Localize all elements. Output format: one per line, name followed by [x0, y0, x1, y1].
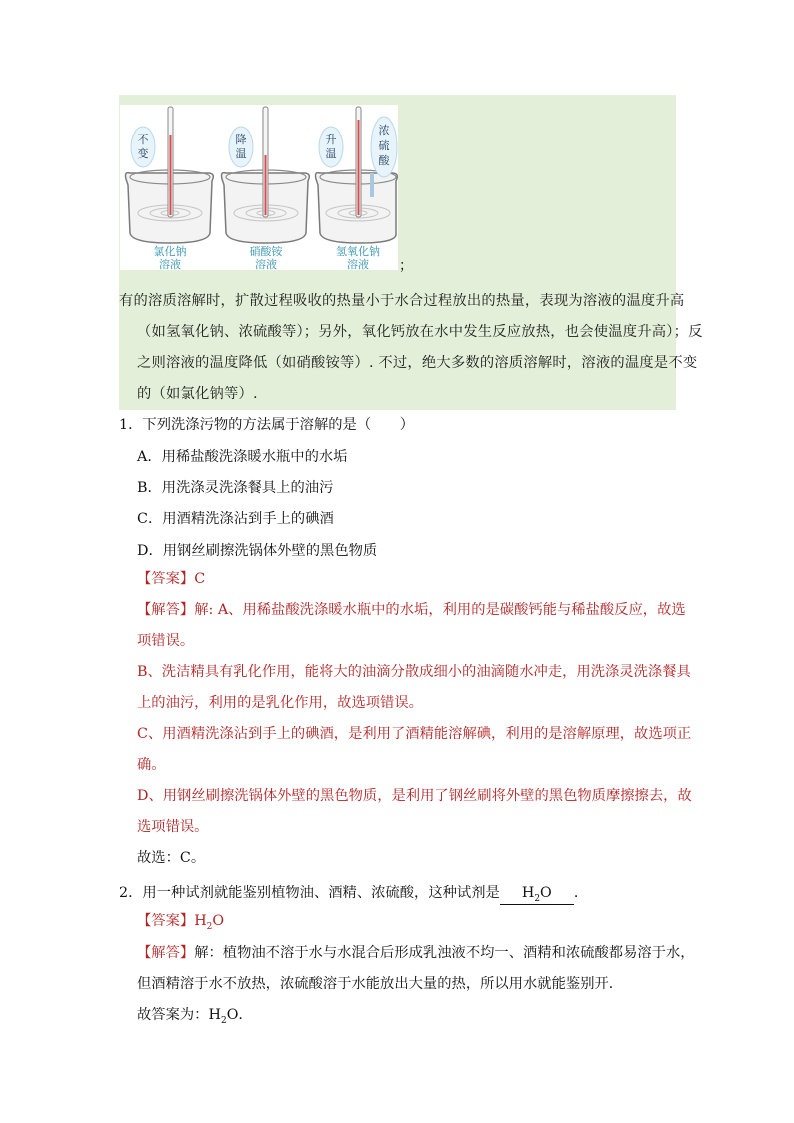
formula-sub: 2: [534, 893, 541, 904]
knowledge-line: 有的溶质溶解时，扩散过程吸收的热量小于水合过程放出的热量，表现为溶液的温度升高: [119, 293, 685, 309]
analysis-line: D、用钢丝刷擦洗锅体外壁的黑色物质，是利用了钢丝刷将外壁的黑色物质摩擦擦去，故: [137, 788, 692, 804]
q1-answer: [137, 564, 205, 595]
analysis-line: 但酒精溶于水不放热，浓硫酸溶于水能放出大量的热，所以用水就能鉴别开．: [137, 976, 624, 992]
bubble-text: 不: [137, 133, 149, 146]
formula-part: H: [194, 913, 207, 929]
question-2-stem: [119, 882, 588, 905]
formula-part: O．: [226, 1007, 253, 1023]
beaker-nacl: [126, 107, 214, 243]
analysis-line: B、洗洁精具有乳化作用，能将大的油滴分散成细小的油滴随水冲走，用洗涤灵洗涤餐具: [137, 664, 691, 680]
bubble-text: 温: [325, 147, 337, 160]
analysis-line: 解: A、用稀盐酸洗涤暖水瓶中的水垢，利用的是碳酸钙能与稀盐酸反应，故选: [194, 602, 686, 618]
analysis-tag: 【解答】: [137, 945, 195, 961]
beaker-label: 氯化钠: [153, 245, 187, 258]
q2-analysis: [137, 938, 695, 1037]
figure-trailing-mark: ；: [399, 258, 413, 274]
bubble-text: 变: [137, 147, 149, 160]
beaker-label: 硝酸铵: [249, 245, 283, 258]
formula-sub: 2: [220, 1015, 227, 1026]
bubble-text: 降: [235, 133, 247, 146]
formula-part: O: [212, 913, 225, 929]
q2-blank-answer: [500, 885, 574, 905]
q2-stem-end: ．: [573, 885, 589, 901]
bubble-text: 升: [325, 133, 337, 146]
knowledge-line: 的（如氯化钠等）.: [137, 386, 258, 402]
bubble-text: 硫: [378, 139, 390, 152]
q1-option-b: B．用洗涤灵洗涤餐具上的油污: [137, 480, 334, 496]
formula-part: H: [208, 1007, 221, 1023]
q1-option-d: D．用钢丝刷擦洗锅体外壁的黑色物质: [137, 543, 378, 559]
analysis-line: 确。: [137, 757, 166, 773]
beakers-illustration: [120, 105, 398, 270]
bubble-text: 酸: [378, 154, 390, 167]
knowledge-line: 之则溶液的温度降低（如硝酸铵等）. 不过，绝大多数的溶质溶解时，溶液的温度是不变: [137, 355, 698, 371]
analysis-line: 上的油污，利用的是乳化作用，故选项错误。: [137, 695, 423, 711]
answer-tag: 【答案】: [137, 913, 195, 929]
analysis-line: C、用酒精洗涤沾到手上的碘酒，是利用了酒精能溶解碘，利用的是溶解原理，故选项正: [137, 726, 692, 742]
q2-conclusion: [137, 1000, 695, 1037]
q1-option-c: C．用酒精洗涤沾到手上的碘酒: [137, 511, 334, 527]
analysis-line: 项错误。: [137, 633, 195, 649]
analysis-tag: 【解答】: [137, 602, 195, 618]
q1-analysis: [137, 595, 692, 874]
question-1-stem: 1．下列洗涤污物的方法属于溶解的是（ ）: [119, 417, 415, 433]
dissolution-temperature-figure: [120, 105, 398, 270]
formula-part: H: [521, 885, 535, 901]
beaker-label: 溶液: [347, 258, 369, 270]
q2-stem-text: 2．用一种试剂就能鉴别植物油、酒精、浓硫酸，这种试剂是: [119, 885, 500, 901]
knowledge-line: （如氢氧化钠、浓硫酸等）；另外，氧化钙放在水中发生反应放热，也会使温度升高）；反: [137, 324, 703, 340]
beaker-nh4no3: [222, 107, 310, 243]
answer-tag: 【答案】: [137, 571, 195, 587]
knowledge-text: [119, 286, 703, 410]
q1-conclusion: 故选：C。: [137, 850, 206, 866]
q1-option-a: A．用稀盐酸洗涤暖水瓶中的水垢: [137, 449, 348, 465]
beaker-label: 溶液: [255, 258, 277, 270]
answer-value: [194, 913, 225, 932]
answer-value: C: [194, 571, 206, 587]
beaker-label: 氢氧化钠: [336, 245, 380, 258]
beaker-label: 溶液: [159, 258, 181, 270]
conclusion-prefix: 故答案为：: [137, 1007, 209, 1023]
formula-sub: 2: [206, 921, 213, 932]
analysis-line: 解：植物油不溶于水与水混合后形成乳浊液不均一、酒精和浓硫酸都易溶于水，: [194, 945, 695, 961]
bubble-text: 浓: [378, 124, 390, 137]
analysis-line: 选项错误。: [137, 819, 209, 835]
formula-part: O: [540, 885, 552, 901]
bubble-text: 温: [235, 147, 247, 160]
